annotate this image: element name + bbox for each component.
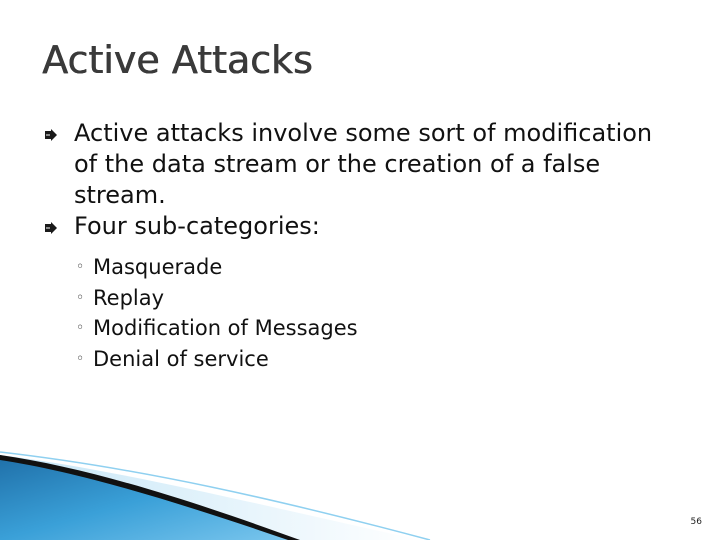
hollow-circle-icon: ◦ — [76, 350, 85, 367]
sub-bullet-text: Modification of Messages — [93, 316, 358, 340]
slide-title: Active Attacks — [42, 38, 313, 82]
sub-bullet-text: Masquerade — [93, 255, 223, 279]
bullet-text: Four sub-categories: — [74, 212, 320, 240]
sub-bullet-text: Denial of service — [93, 346, 269, 371]
hollow-circle-icon: ◦ — [76, 259, 85, 275]
hollow-circle-icon: ◦ — [76, 320, 85, 336]
sub-bullet-text: Replay — [93, 285, 165, 310]
page-number: 56 — [690, 517, 702, 527]
bullet-text: Active attacks involve some sort of modification of the data stream or the creation of a false stream. — [74, 119, 653, 209]
hollow-circle-icon: ◦ — [76, 289, 85, 306]
